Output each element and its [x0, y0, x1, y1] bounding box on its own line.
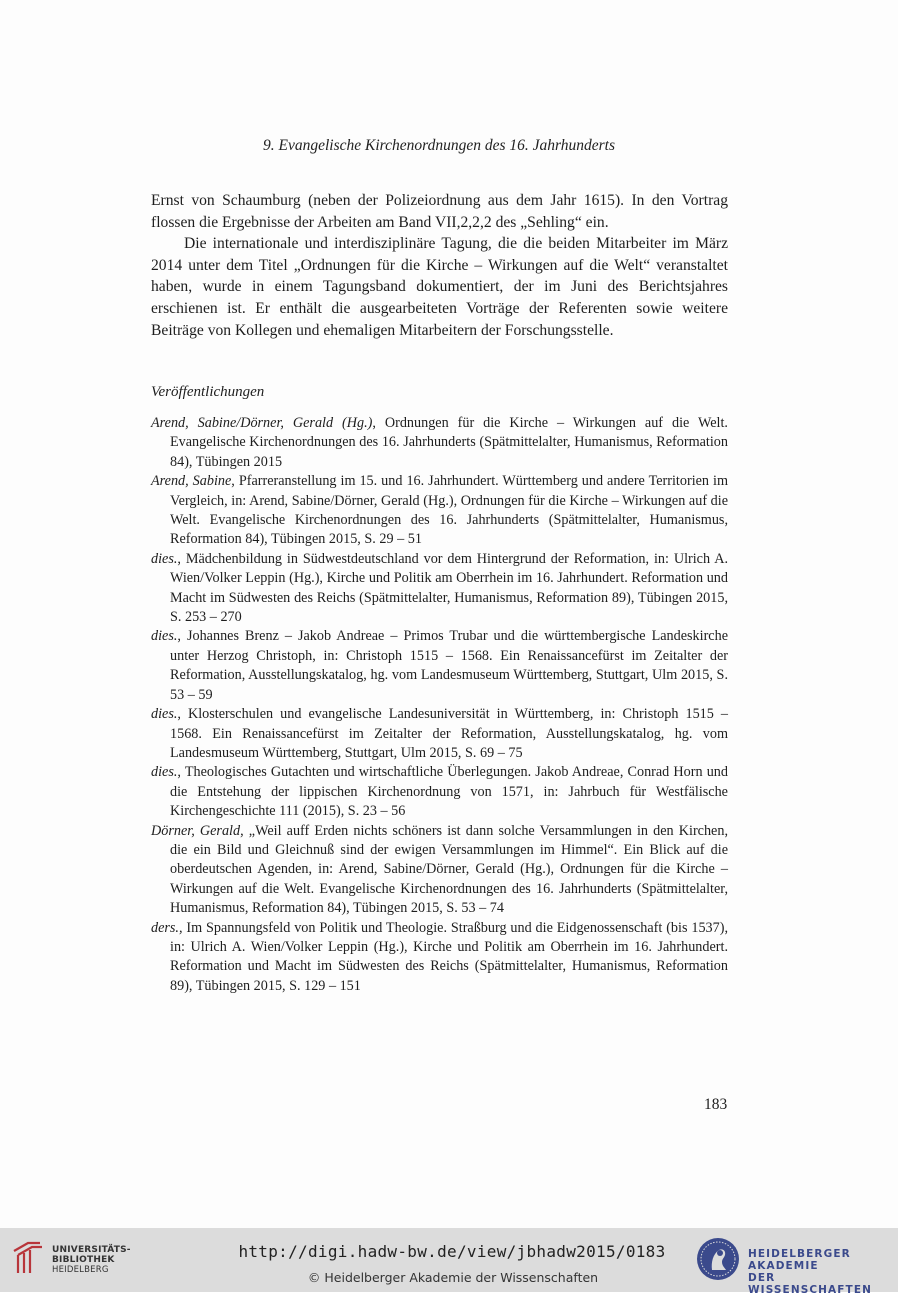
paragraph: Die internationale und interdisziplinäre Tagung, die die beiden Mitarbeiter im März 2014 unter dem Titel „Ordnungen für die Kirche – Wirkungen auf die Welt“ veranstaltet haben, wurde in einem Tagungsband dokumentiert, der im Juni des Berichtsjahres erschienen ist. Er enthält die ausgearbeiteten Vorträge der Referenten sowie weitere Beiträge von Kollegen und ehemaligen Mitarbeitern der Forschungsstelle.	[151, 235, 728, 339]
running-title: 9. Evangelische Kirchenordnungen des 16. Jahrhunderts	[263, 137, 615, 154]
entry-text: , Pfarreranstellung im 15. und 16. Jahrhundert. Württemberg und andere Territorien im Vergleich, in: Arend, Sabine/Dörner, Gerald (Hg.), Ordnungen für die Kirche – Wirkungen auf die Welt. Evangelische Kirchenordnungen des 16. Jahrhunderts (Spätmittelalter, Humanismus, Reformation 84), Tübingen 2015, S. 29 – 51	[170, 473, 728, 548]
entry-text: , Mädchenbildung in Südwestdeutschland vor dem Hintergrund der Reformation, in: Ulrich A. Wien/Volker Leppin (Hg.), Kirche und Politik am Oberrhein im 16. Jahrhundert. Reformation und Macht im Südwesten des Reichs (Spätmittelalter, Humanismus, Reformation 89), Tübingen 2015, S. 253 – 270	[170, 550, 728, 626]
entry-author: dies.	[151, 706, 178, 723]
publication-entry	[151, 414, 728, 472]
academy-seal-icon	[695, 1236, 741, 1282]
permalink-url[interactable]: http://digi.hadw-bw.de/view/jbhadw2015/0183	[238, 1242, 666, 1261]
entry-author: Arend, Sabine/Dörner, Gerald (Hg.)	[151, 415, 373, 431]
entry-author: Dörner, Gerald	[151, 822, 241, 839]
publication-entry	[151, 919, 728, 997]
page-number: 183	[704, 1096, 728, 1113]
paragraph: Ernst von Schaumburg (neben der Polizeiordnung aus dem Jahr 1615). In den Vortrag flossen die Ergebnisse der Arbeiten am Band VII,2,2,2 des „Sehling“ ein.	[151, 192, 728, 231]
entry-author: dies.	[151, 550, 178, 567]
publication-entry	[151, 763, 728, 821]
academy-name-line: DER WISSENSCHAFTEN	[748, 1272, 872, 1296]
entry-text: , Johannes Brenz – Jakob Andreae – Primos Trubar und die württembergische Landeskirche unter Herzog Christoph, in: Christoph 1515 – 1568. Ein Renaissancefürst im Zeitalter der Reformation, Ausstellungskatalog, hg. vom Landesmuseum Württemberg, Stuttgart, Ulm 2015, S. 53 – 59	[170, 628, 728, 703]
academy-name	[748, 1248, 898, 1296]
entry-author: Arend, Sabine	[151, 473, 232, 490]
publication-list	[151, 414, 728, 996]
body-text	[151, 190, 728, 341]
library-name-line: HEIDELBERG	[52, 1265, 109, 1275]
publications-heading: Veröffentlichungen	[151, 384, 265, 400]
publication-entry	[151, 472, 728, 550]
publication-entry	[151, 705, 728, 763]
entry-text: Im Spannungsfeld von Politik und Theologie. Straßburg und die Eidgenossenschaft (bis 1537), in: Ulrich A. Wien/Volker Leppin (Hg.), Kirche und Politik am Oberrhein im 16. Jahrhundert. Reformation und Macht im Südwesten des Reichs (Spätmittelalter, Humanismus, Reformation 89), Tübingen 2015, S. 129 – 151	[170, 919, 728, 994]
entry-author: ders.,	[151, 919, 183, 936]
entry-text: , Theologisches Gutachten und wirtschaftliche Überlegungen. Jakob Andreae, Conrad Horn und die Entstehung der lippischen Kirchenordnung von 1571, in: Jahrbuch für Westfälische Kirchengeschichte 111 (2015), S. 23 – 56	[170, 764, 728, 820]
library-name-line: UNIVERSITÄTS-	[52, 1245, 131, 1255]
publication-entry	[151, 627, 728, 705]
entry-author: dies.	[151, 628, 178, 645]
entry-text: , Ordnungen für die Kirche – Wirkungen auf die Welt. Evangelische Kirchenordnungen des 16. Jahrhunderts (Spätmittelalter, Humanismus, Reformation 84), Tübingen 2015	[170, 415, 728, 470]
entry-text: , Klosterschulen und evangelische Landesuniversität in Württemberg, in: Christoph 1515 – 1568. Ein Renaissancefürst im Zeitalter der Reformation, Ausstellungskatalog, hg. vom Landesmuseum Württemberg, Stuttgart, Ulm 2015, S. 69 – 75	[170, 706, 728, 761]
publication-entry	[151, 550, 728, 628]
publication-entry	[151, 822, 728, 919]
academy-name-line: HEIDELBERGER AKADEMIE	[748, 1248, 851, 1272]
entry-text: , „Weil auff Erden nichts schöners ist dann solche Versammlungen in den Kirchen, die ein Bild und Gleichnuß sind der ewigen Versammlungen im Himmel“. Ein Blick auf die oberdeutschen Agenden, in: Arend, Sabine/Dörner, Gerald (Hg.), Ordnungen für die Kirche – Wirkungen auf die Welt. Evangelische Kirchenordnungen des 16. Jahrhunderts (Spätmittelalter, Humanismus, Reformation 84), Tübingen 2015, S. 53 – 74	[170, 822, 728, 917]
viewer-footer	[0, 1228, 898, 1296]
library-name-line: BIBLIOTHEK	[52, 1255, 115, 1265]
entry-author: dies.	[151, 764, 178, 781]
copyright-notice: © Heidelberger Akademie der Wissenschaften	[307, 1270, 599, 1285]
